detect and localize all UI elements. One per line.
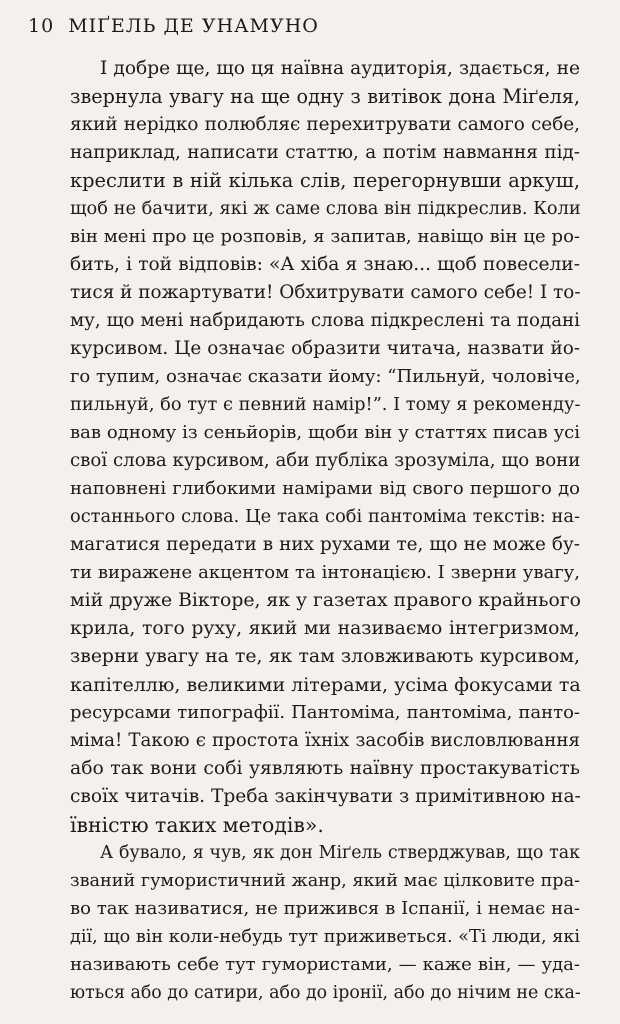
text-line: щоб не бачити, які ж саме слова він підкреслив. Коли xyxy=(70,198,581,219)
text-line: А бувало, я чув, як дон Міґель стверджував, що так xyxy=(100,843,580,863)
text-line: ються або до сатири, або до іронії, або до нічим не ска- xyxy=(70,983,581,1003)
text-line: магатися передати в них рухами те, що не може бу- xyxy=(70,534,580,555)
text-line: називають себе тут гумористами, — каже він, — уда- xyxy=(70,954,580,975)
running-head xyxy=(28,17,319,36)
text-line: своїх читачів. Треба закінчувати з примітивною на- xyxy=(70,786,581,807)
text-line: ресурсами типографії. Пантоміма, пантоміма, панто- xyxy=(70,702,580,723)
text-line: крила, того руху, який ми називаємо інтегризмом, xyxy=(70,618,580,639)
text-line: го тупим, означає сказати йому: “Пильнуй, чоловіче, xyxy=(70,366,581,387)
text-line: курсивом. Це означає образити читача, назвати йо- xyxy=(70,338,580,359)
text-line: тися й пожартувати! Обхитрувати самого себе! І то- xyxy=(70,282,581,303)
text-line: звернула увагу на ще одну з витівок дона Міґеля, xyxy=(70,85,580,108)
text-line: креслити в ній кілька слів, перегорнувши аркуш, xyxy=(70,169,580,192)
text-line: або так вони собі уявляють наївну простакуватість xyxy=(70,758,580,779)
page-number: 10 xyxy=(28,15,55,37)
text-line: останнього слова. Це така собі пантоміма текстів: на- xyxy=(70,506,580,527)
running-title: МІҐЕЛЬ ДЕ УНАМУНО xyxy=(68,15,319,37)
text-line: зверни увагу на те, як там зловживають курсивом, xyxy=(70,646,580,667)
text-line: наприклад, написати статтю, а потім навмання під- xyxy=(70,142,580,163)
text-line: званий гумористичний жанр, який має цілковите пра- xyxy=(70,871,580,891)
text-line: ти виражене акцентом та інтонацією. І зверни увагу, xyxy=(70,562,580,583)
text-line: свої слова курсивом, аби публіка зрозуміла, що вони xyxy=(70,450,581,471)
text-line: ївністю таких методів». xyxy=(70,813,324,837)
text-line: му, що мені набридають слова підкреслені та подані xyxy=(70,310,580,331)
text-line: во так називатися, не прижився в Іспанії, і немає на- xyxy=(70,898,580,919)
text-line: міма! Такою є простота їхніх засобів висловлювання xyxy=(70,730,580,751)
text-line: наповнені глибокими намірами від свого першого до xyxy=(70,478,580,499)
text-line: дії, що він коли-небудь тут приживеться. «Ті люди, які xyxy=(70,927,580,947)
text-line: він мені про це розповів, я запитав, навіщо він це ро- xyxy=(70,226,580,247)
text-line: бить, і той відповів: «А хіба я знаю... щоб повесели- xyxy=(70,254,580,275)
text-line: який нерідко полюбляє перехитрувати самого себе, xyxy=(70,114,580,135)
text-line: капітеллю, великими літерами, усіма фокусами та xyxy=(70,674,581,696)
text-line: І добре ще, що ця наївна аудиторія, здається, не xyxy=(100,58,580,79)
text-line: вав одному із сеньйорів, щоби він у статтях писав усі xyxy=(70,422,580,443)
text-line: мій друже Вікторе, як у газетах правого крайнього xyxy=(70,590,581,611)
text-line: пильнуй, бо тут є певний намір!”. І тому я рекоменду- xyxy=(70,394,581,415)
